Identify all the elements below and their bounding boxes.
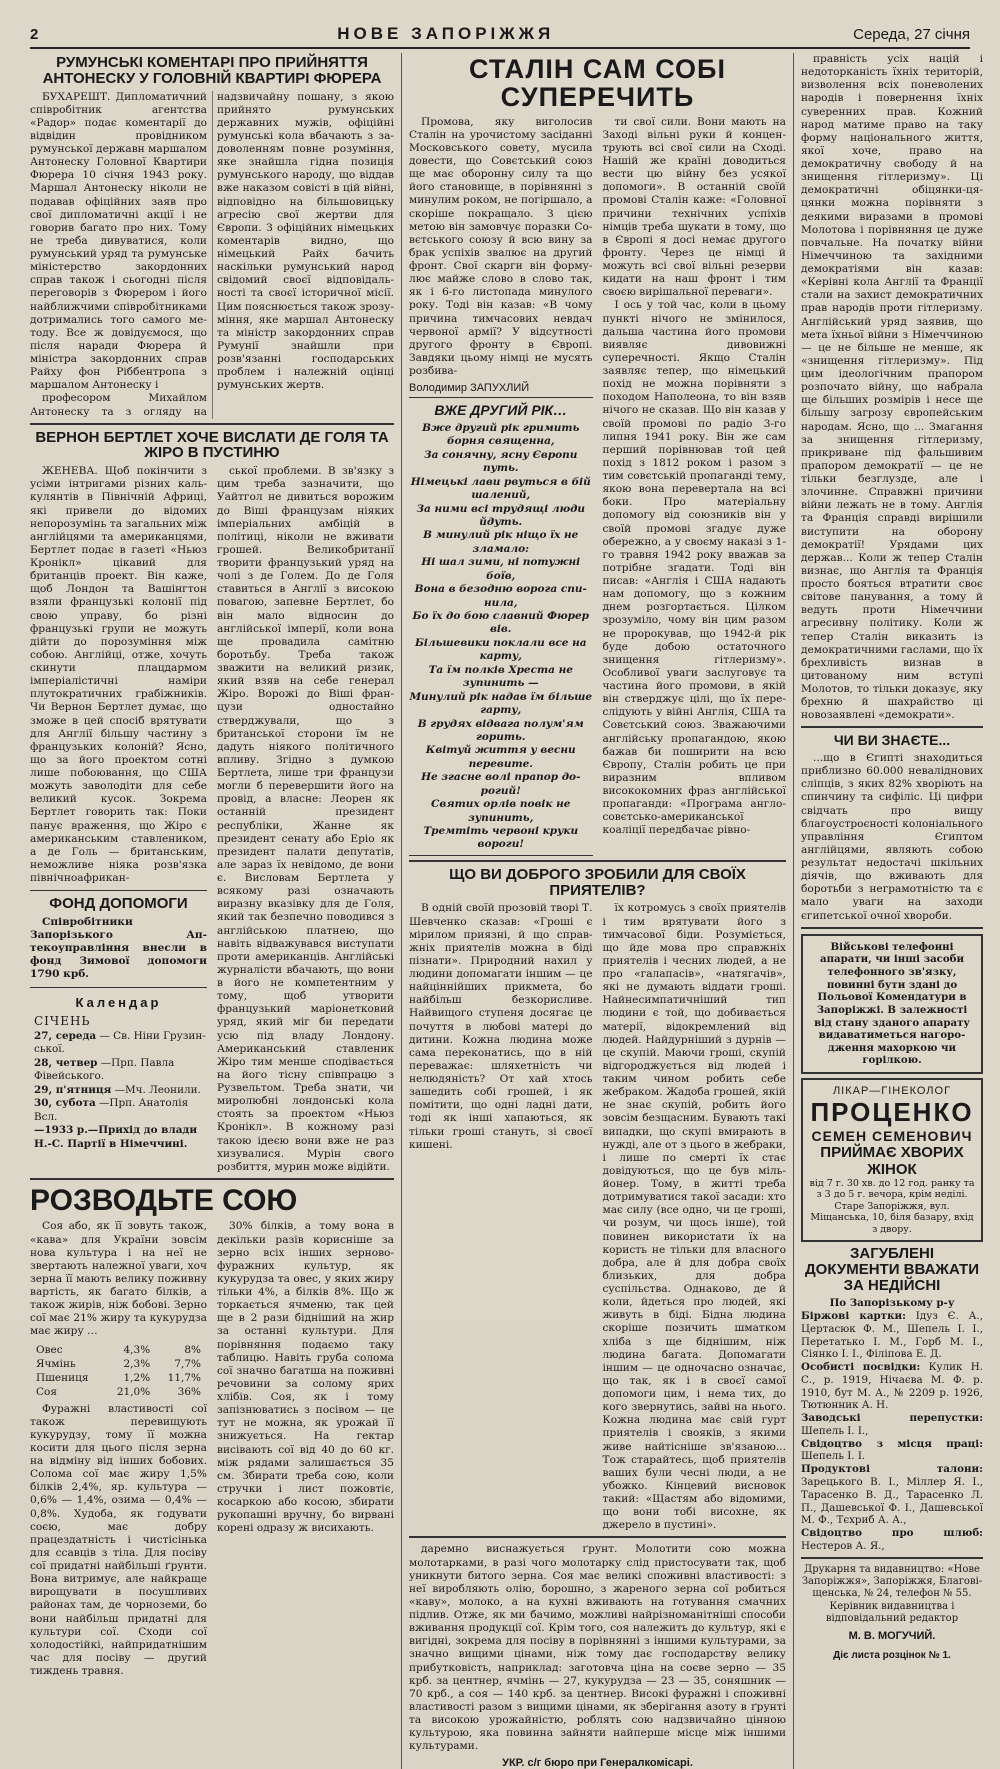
did-you-know-headline: ЧИ ВИ ЗНАЄТЕ... [833, 732, 951, 749]
doctor-ad [801, 1078, 983, 1242]
page-columns [30, 53, 984, 1769]
lost-factory-passes: Заводські перепустки: Шепель І. І., [801, 1412, 983, 1437]
lost-documents [801, 1246, 983, 1559]
lost-documents-headline: ЗАГУБЛЕНІ ДОКУМЕНТИ ВВАЖАТИ ЗА НЕДІЙСНІ [805, 1245, 979, 1294]
article-antonescu-headline: РУМУНСЬКІ КОМЕНТАРІ ПРО ПРИЙНЯТТЯ АНТОНЕСКУ У ГОЛОВНІЙ КВАРТИРІ ФЮРЕРА [42, 54, 382, 87]
soy-left-subcol [30, 1220, 207, 1678]
article-friends-headline: ЩО ВИ ДОБРОГО ЗРОБИЛИ ДЛЯ СВОЇХ ПРИЯТЕЛІВ? [449, 865, 746, 899]
article-bartlett-text-1: ЖЕНЕВА. Щоб покінчити з усіми інтригами різних калькулянтів в Північній Африці, які привели до відомих непорозумінь та загальних між англійцями та американцями, Бертлет подає в газеті «Ньюз Кронікл» цікавий для британців проект. Він каже, щоб Лондон та Вашінгтон взяли французькі колонії під свою управу, бо різні французькі групи не можуть дійти до порозуміння між собою. Англійці, отже, хочуть скинути плацдармом імперіалістичні наміри плутократичних грабіжників. Чи Вернон Бертлет думає, що зможе в цей спосіб врятувати для Англії більшу частину з французьких колоній? Ясно, що за його проектом сотні лише побоювання, що США можуть заволодіти для себе великий кусок. Зокрема Бертлет говорить так: Поки панує враження, що Жіро є американським ставлеником, а де Голь — британським, неможливе ніяка розв'язка північноафрикан- [30, 465, 207, 884]
poem-author: Володимир ЗАПУХЛИЙ [409, 382, 530, 395]
article-stalin-headline: СТАЛІН САМ СОБІ СУПЕРЕЧИТЬ [469, 54, 726, 113]
doctor-name: ПРОЦЕНКО [810, 1097, 974, 1128]
article-friends-text-1: В одній своїй прозовій творі Т. Шевченко сказав: «Гроші є мірилом приязні, й що справжніх приятелів можна в біді пізнати». Природний нахил у людини допомагати іншим — це найціннійших прикмета, бо найбільш безкорисливе. Найвищого ступеня досягає це почуття в любові матері до дитини. Кожна людина може сама переконатись, що в ній переважає: шляхетність чи нелюдяність? От хай хтось зашедить собі грошей, і як помітити, що одні ладні дати, тоді як інші хапаються, як тільки гроші стануть, зі своєї кишені. [409, 902, 593, 1151]
poem-body: Вже другий рік гримить борня священна, За сонячну, ясну Європи путь. Німецькі лави рвуться в бій шалений, За ними всі трудящі люди йдуть. В минулий рік ніщо їх не зламало: Ні шал зими, ні потужні боїв, Вона в безодню ворога спинила, Бо їх до бою славний Фюрер вів. Більшевики поклали все на карту, Та їм полків Хреста не зупинить — Минулий рік надав їм більше гарту, В грудях відвага полум'ям горить. Квітуй життя у весни перевите. Не згасне волі прапор дорогий! Святих орлів повік не зупинить, Тремтіть червоні круки вороги! [409, 421, 593, 851]
table-row: Пшениця 1,2% 11,7% [36, 1371, 201, 1384]
article-bartlett [30, 430, 394, 1180]
bartlett-right-subcol [217, 465, 394, 1174]
article-antonescu-text-1: БУХАРЕШТ. Дипломатичний співробітник агентства «Радор» подає коментарії до відвідин провідником румунської державн маршалом Антонеску Головної Квартири Фюрера 10 січня 1943 року. Маршал Антонеску ніколи не подавав офіційних заяв про свої дипломатичні акції і не говорив багато про них. Тому не треба дивуватися, коли румунський уряд та румунське міністерство закордонних справ також і сьогодні після переговорів з Фюрером і його найближчими співробітниками дотримались того самого методу. Все ж довідуємося, що після наради Фюрера й міністра закордонних справ Райху фон Ріббентропа з маршалом Антонеску і [30, 90, 207, 392]
article-antonescu [30, 55, 394, 425]
issue-date: Середа, 27 січня [853, 26, 970, 43]
lost-passports: Особисті посвідки: Кулик Н. С., р. 1919, Нічаєва М. Ф. р. 1910, бут М. А., № 2209 р. 1926, Тютюнник А. Н. [801, 1361, 983, 1412]
stalin-left-subcol [409, 116, 593, 856]
poem [409, 397, 593, 856]
soy-nutrition-table [30, 1342, 207, 1400]
calendar-row: 30, субота —Прп. Анатолія Всл. [34, 1097, 189, 1123]
doctor-hours: від 7 г. 30 хв. до 12 год. ранку та з 3 до 5 г. вечора, крім неділі. Старе Запоріжжя, вул. Міщанська, 10, біля базару, вхід з двору. [809, 1178, 975, 1235]
doctor-fullname: СЕМЕН СЕМЕНОВИЧ [811, 1128, 973, 1145]
calendar-month: СІЧЕНЬ [34, 1013, 91, 1028]
article-stalin-text-2: ти свої сили. Вони мають на Заході вільні руки й концентрують всі свої сили на Сході. Нашій же країні доводиться вести цю війну без усякої допомоги». В останній своїй промові Сталін каже: «Головної причини технічних успіхів німців треба шукати в тому, що в Європі я досі немає другого фронту. Через це німці й можуть всі свої вільні резерви кидати на наш фронт і тим своєю вирішальної переваги». [602, 115, 786, 299]
doctor-role: ЛІКАР—ГІНЕКОЛОГ [832, 1085, 952, 1098]
article-stalin-continued [801, 53, 983, 728]
article-soy-headline: РОЗВОДЬТЕ СОЮ [30, 1183, 298, 1217]
article-stalin-text-3: правність усіх націй і недоторканість їхніх територій, визволення всіх поневолених народів і повернення їхніх суверенних прав. Кожний народ матиме право на таку форму національного життя, якої хоче, право на демократичну свободу й на знищення гітлеризму». Ці демократичні обіцянки-цяцянки можна порівняти з деякими виразами в промові Молотова і порівняння це дуже повчальне. На початку війни Німеччиною та західними демократіями він казав: «Керівні кола Англії та Франції стали на захист демократичних прав народів проти гітлеризму. Англійський уряд заявив, що мета їхньої війни з Німеччиною — це не більше не менше, як «знищення гітлеризму». Під цим ідеологічним прапором розпочато війну, що набрала ще більших розмірів і несе ще більшу загрозу європейським народам. Ясно, що ... Змагання за знищення гітлеризму, прикриване під фальшивим прапором демократії — це не тільки безглузде, але і злочинне. Справжні причини війни лежать не в тому. Англія та Франція справді вирішили виступити на оборону демократії! Урядами цих держав... Коли ж тепер Сталін визнає, що Англія та Франція просто бояться втратити своє світове панування, а тому й ведуть проти Німеччини агресивну політику. Коли ж тепер Сталін виказить із демократичними гаслами, що їх брехливість визнав в цитованому ним вступі Молотов, то тільки доказує, яку брехню й шахрайство ці новозаявлені «демократи». [801, 53, 983, 722]
soy-body-1: Фуражні властивості сої також перевищують кукурудзу, тому її можна косити для цього після зерна на відміну від інших бобових. Солома сої має жиру 1,5% білків 2,4%, яр. культура — 0,6% — 1,4%, озима — 0,4% — 0,8%. Худоба, як годувати соєю, має добру працездатність і чистісінька для ссавців з тіла. Для посіву сої придатні найбільші ґрунти. Вона витримує, але найкраще вирощувати в посушливих районах там, де чорноземи, бо вони найбільш придатні для культури сої. Сходи сої холодостійкі, найпридатнішим час для посіву — другий тиждень травня. [30, 1402, 207, 1677]
lost-documents-sub: По Запорізькому р-у [829, 1297, 955, 1310]
soy-body-3: даремно виснажується ґрунт. Молотити сою можна молотарками, в разі чого молотарку слід пристосувати так, щоб уникнути битого зерна. Соя має великі споживні властивості: з неї виробляють олію, борошно, з жареного зерна сої робиться «каву», молоко, а на кухні вживають на готування смачних підлив. Отже, як ми бачимо, можливі найрізноманітніші способи вживання продукції сої. Крім того, соя належить до культур, які є вигідні, зокрема для посіву в порівнянні з іншими культурами, за значно вищими цінами, ніж тому дає господарству велику прибутковість, наприклад: заготовча ціна на соєве зерно — 35 крб. за центнер, ячмінь — 27, кукурудза — 23 — 35, соняшник — 70 крб., а соя — 140 крб. за центнер. Високі фуражні і споживні властивості разом з вищими цінами, як зберігання азоту в ґрунті та високою урожайністю, роблять сою надзвичайно цінною культурою, яка повинна зайняти найперше місце між іншими культурами. [409, 1543, 786, 1753]
did-you-know [801, 733, 983, 928]
stalin-right-subcol [603, 116, 787, 856]
price-list-footer: Діє листа розцінок № 1. [833, 1649, 951, 1661]
article-bartlett-text-2: ської проблеми. В зв'язку з цим треба зазначити, що Уайтгол не дивиться ворожим до Віші французам ніяких імперіальних амбіцій в політиці, ніколи не вживати грошей. Великобританії творити французький уряд на чолі з де Голем. До де Голя ставиться в Англії з високою повагою, запевне Бертлет, бо він мало відносин до англійської імперії, коли вона ще провадила самітню боротьбу. Треба також зважити на великий ризик, який взяв на себе генерал Жіро. Ворожі до Віші французи одностайно стверджували, що з британської сторони їм не дадуть ніякого політичного впливу. Згідно з думкою Бертлета, лише три французи могли б перевершити його на провід, а власне: Леорен як останній президент республіки, Жанне як президент сенату або Еріо як президент палати депутатів, але зараз їх невідомо, де вони є. Висловам Бертлета у всякому разі означають виразну вказівку для де Голя, який так безпечно поводився з англійською платнею, що навіть відважувався виступати проти американців. Англійські журналісти вбачають, що вони в його не компетентним у тому, щоб утворити французький маріонетковий уряд, який міг би передати усю під владу Лондону. Американський ставленик Жіро тим менше сподівається на його тісну співпрацю з Рузвельтом. Треба знати, чи миролюбні лондонські кола стоять за проектом «Ньюз Кронікл». В кожному разі такою ідеєю вони вже не раз хизувалися. Мурін свого розбиття, мурин може відійти. [217, 465, 394, 1173]
editor-role: Керівник видавництва і відповідальний редактор [825, 1600, 959, 1625]
article-antonescu-text-2: професором Михайлом Антонеску та з огляду на надзвичайну пошану, з якою прийнято румунських державних мужів, офіційні румунські кола вбачають з задоволенням повне розуміння, яке знайшла гідна позиція румунського народу, що віддав вже наказом совісті в цій війні, відповідно на більшовицьку агресію свої жертви для Європи. З офіційних німецьких коментарів видно, що німецький Райх бачить наскільки румунський народ свідомий своєї відповідальності та своєї історичної місії. Цим пояснюється також зрозуміння, яке маршал Антонеску та міністр закордонних справ Румунії знайшли при розв'язанні господарських проблем і належній оцінці румунських жертв. [30, 90, 394, 418]
article-friends-text-2: їх котромусь з своїх приятелів і тим врятувати його з тимчасової біди. Розуміється, що йде мова про справжніх приятелів і чесних людей, а не про «галапасів», «натягачів», які не думають віддати гроші. Найнесимпатичніший тип людини є той, що добивається матерії, відокремлений від людей. Найдурніший з дурнів — це скупій. Маючи гроші, скупій відгороджується від людей і таким чином робить себе жебраком. Жадоба грошей, якій не знає скупій, робить його зовсім безщасним. Бувають такі випадки, що скупі вмирають в нужді, але от з цього в жебраки, і лише по смерті їх стає довідуються, що це був мільйонер. Тому, в житті треба дотримуватися такої засади: хто має силу (все одно, чи це гроші, чи розум, чи щось інше), той повинен використати їх на користь не тільки для власного добра, але й для добра своїх близьких, для добра суспільства. Однаково, де й коли, йдеться про людей, які живуть в біді. Бідна людина скоріше позичить шматком хліба з ще біднішим, ніж людина багата. Допомагати іншим — це одночасно означає, що так, як і в своєї самої допомоги цим, і нема тих, до кого звернутись, зайві на нього. Кожна людина має свій гурт приятелів і свояків, з якими живе найтісніше зв'язаною... Тож старайтесь, щоб приятелів ваших були чесні люди, а не убожко. Кінцевий висновок такий: «Щастям або відомими, що вони тобі висохне, як джерело в пустині». [602, 902, 786, 1532]
bartlett-left-subcol [30, 465, 207, 1174]
soy-body-2: 30% білків, а тому вона в декільки разів корисніше за зерно всіх інших зерново-фуражних культур, як кукурудза та овес, у яких жиру тільки 4%, а білків 8%. Що ж торкається ячменю, так цей ще в 2 рази бідніший на жир за останні культури. Для порівняння подаємо таку таблицю. Навіть груба солома сої значно багатша на поживні речовини за солому ярих хлібів. Соя, як і тому запізнюватись з посівом — це тут не можна, як урожай її знижується. На гектар висівають сої від 40 до 60 кг. між рядами залишається 35 см. Збирати треба сою, коли стручки і лист пожовтіє, косаркою або косою, збирати рукопашні вручну, бо вирвані корені одразу ж висихають. [217, 1220, 394, 1535]
calendar-row: 27, середа — Св. Ніни Грузинської. [34, 1029, 206, 1056]
masthead [30, 24, 970, 49]
article-stalin [409, 55, 786, 862]
article-stalin-text-mid: І ось у той час, коли в цьому пункті нічого не змінилося, дальша частина його промови виявляє дивовижні суперечності. Якщо Сталін заявляє тепер, що німецький похід не можна порівняти з походом Наполеона, то він взяв нічого не сказав. Що він казав у своїй промові по радіо 3-го липня 1941 року. Він же сам перший порівнював той цей похід з 1812 роком і разом з тим совєтській пропаганді тему, якою вона перевертала на всі боки. Про матеріальну допомогу від союзників він у своїй промові згадує дуже обережно, а у своєму наказі з 1-го травня 1942 року вважав за потрібне згадати. Тоді він писав: «Англія і США надають нам допомогу, що з кожним днем розгортається. Цілком зрозуміло, чому він цим разом не пророкував, що 1942-й рік буде добою остаточного знищення гітлеризму». Особливої уваги заслуговує та частина його промови, в якій він стверджує цілі, що їх переслідують у війні Англія, США та Совєтський союз. Зважаючими англійську пропагандою, якою бажав би поширити на всю Європу, Сталін робить це при виразним впливом висококомних фраз англійської пропаганди: «Програма англо-совєтсько-американської коаліції передбачає рівно- [602, 299, 786, 837]
right-column [794, 53, 990, 1769]
left-column [30, 53, 402, 1769]
printer-info [801, 1564, 983, 1661]
soy-intro: Соя або, як її зовуть також, «кава» для України зовсім нова культура і на неї не звертають належної уваги, хоч зерна її мають велику поживну вартість, як багато білків, а також жирів, ніж бобові. Зерно сої має 21% жиру та кукурудза має жиру … [30, 1220, 207, 1338]
article-friends [409, 867, 786, 1539]
soy-signature: УКР. с/г бюро при Генералкомісарі. [502, 1757, 693, 1769]
fund-text: Співробітники Запорізького Аптекоуправління внесли в фонд Зимової допомоги 1790 крб. [30, 915, 207, 981]
article-bartlett-headline: ВЕРНОН БЕРТЛЕТ ХОЧЕ ВИСЛАТИ ДЕ ГОЛЯ ТА ЖІРО В ПУСТИНЮ [35, 428, 389, 462]
soy-continued [409, 1543, 786, 1769]
did-you-know-text: ...що в Єгипті знаходиться приблизно 60.000 неваліднових сліпців, з яких 82% хворіють на спинчину та сифіліс. Ці цифри свідчать про вищу благоустроєності колоніального управління Єгиптом англійцями, являють собою результат недостачі шкільних діячів, що вживають для боротьби з неграмотністю та є мало уваги на заходи єгипетської очної хвороби. [801, 752, 983, 922]
table-row: Овес 4,3% 8% [36, 1343, 201, 1356]
lost-marriage-certificate: Свідоцтво про шлюб: Нестеров А. Я., [801, 1527, 983, 1552]
calendar-heading: Календар [75, 994, 162, 1010]
editor-name: М. В. МОГУЧИЙ. [848, 1629, 936, 1642]
doctor-tagline: ПРИЙМАЄ ХВОРИХ ЖІНОК [820, 1144, 964, 1179]
printer-text: Друкарня та видавництво: «Нове Запоріжжя», Запоріжжя, Благовіщенська, № 24, телефон № 55. [801, 1563, 983, 1600]
soy-right-subcol [217, 1220, 394, 1678]
article-antonescu-body [30, 91, 394, 419]
fund-headline: ФОНД ДОПОМОГИ [49, 895, 188, 913]
article-stalin-text-1: Промова, яку виголосив Сталін на урочистому засіданні Московського совету, мусила довести, що Совєтський союз ще має оборонну силу та що його становище, в порівнянні з минулим роком, не погіршало, а скоріше покращало. З цією метою він замовчує поразки Совєтського союзу й всю вину за брак успіхів звалює на другий фронт. Свої скарги він формулює майже слово в слово так, як і 6-го листопада минулого року. Тоді він казав: «В чому причина тимчасових невдач червоної армії? У відсутності другого фронту в Європі. Завдяки цьому німці не мусять розбива- [409, 115, 593, 378]
table-row: Соя 21,0% 36% [36, 1385, 201, 1398]
article-soy [30, 1185, 394, 1678]
middle-column [402, 53, 794, 1769]
lost-work-certificate: Свідоцтво з місця праці: Шепель І. І. [801, 1437, 983, 1463]
poem-title: ВЖЕ ДРУГИЙ РІК… [434, 402, 568, 419]
page-number: 2 [30, 26, 39, 43]
military-phone-text: Військові телефонні апарати, чи інші засоби телефонного зв'язку, повинні бути здані до Польової Комендатури в Запоріжжі. В залежності від стану зданого апарату видаватиметься нагородження махоркою чи горілкою. [814, 940, 970, 1067]
lost-ration-coupons: Продуктові талони: Зарецького В. І., Міллер Я. І., Тарасенко В. Д., Тарасенко Л. П., Дашевської Ф. І., Дашевської М. Ф., Тєхриб А. А., [801, 1463, 983, 1527]
calendar-row: —1933 р.—Прихід до влади Н.-С. Партії в Німеччині. [34, 1124, 198, 1150]
table-row: Ячмінь 2,3% 7,7% [36, 1357, 201, 1370]
fund-notice [30, 890, 207, 981]
calendar-row: 28, четвер —Прп. Павла Фівейського. [34, 1056, 175, 1083]
military-phone-notice [801, 934, 983, 1074]
newspaper-title: НОВЕ ЗАПОРІЖЖЯ [337, 24, 555, 43]
lost-bread-cards: Біржові картки: Ідуз Є. А., Цертасюк Ф. М., Шепель І. І., Перетатько І. М., Горб М. І., Сіянко І. І., Філіпова Е. Д. [801, 1310, 984, 1361]
calendar-row: 29, п'ятниця —Мч. Леонили. [34, 1083, 201, 1096]
calendar [30, 987, 207, 1152]
